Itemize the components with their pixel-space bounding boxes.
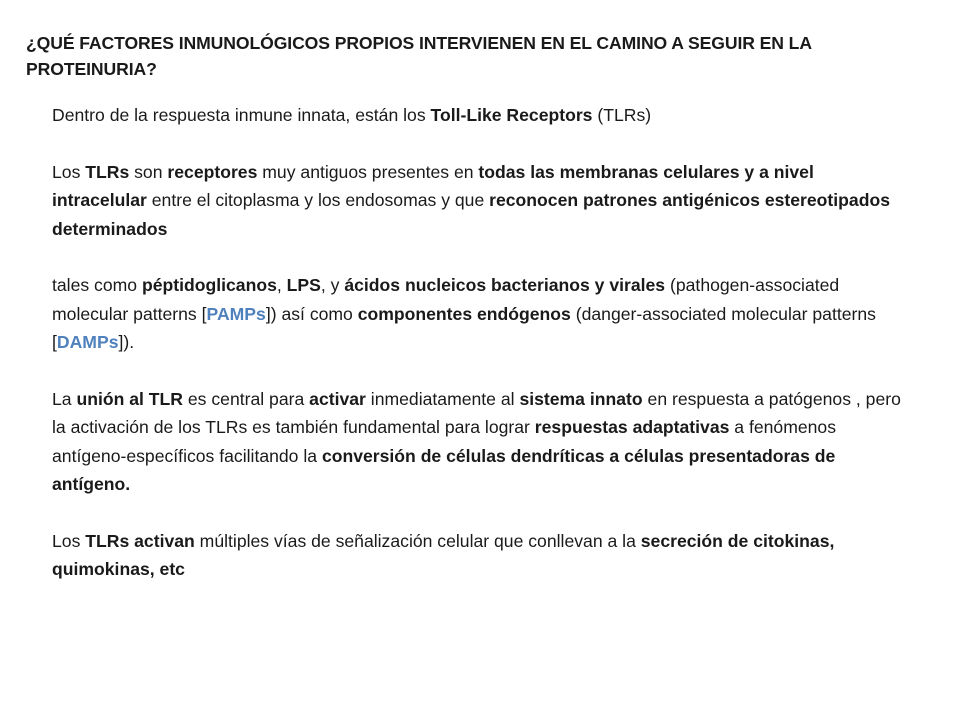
text-run: múltiples vías de señalización celular que conllevan a la	[194, 530, 641, 551]
text-run: ]) así como	[265, 303, 358, 324]
paragraph-tlr-binding	[52, 385, 902, 499]
paragraph-patterns	[52, 271, 902, 357]
pamps-term: PAMPs	[206, 303, 266, 324]
bold-term: conversión de células dendríticas a células presentadoras de antígeno.	[52, 445, 836, 494]
bold-term: ácidos nucleicos bacterianos y virales	[344, 275, 666, 295]
bold-term: respuestas adaptativas	[534, 417, 730, 437]
paragraph-signaling	[52, 527, 902, 584]
text-run: entre el citoplasma y los endosomas y que	[146, 190, 490, 210]
text-run: muy antiguos presentes en	[257, 161, 479, 182]
paragraph-tlr-description	[52, 158, 902, 244]
paragraph-text	[52, 158, 902, 244]
text-run: Los	[52, 530, 86, 551]
paragraph-text	[52, 385, 902, 499]
paragraph-text	[52, 101, 902, 130]
slide-body	[52, 101, 902, 612]
bold-term: TLRs	[85, 161, 130, 182]
text-run: Los	[52, 161, 86, 182]
text-run: ,	[276, 275, 287, 295]
paragraph-text	[52, 527, 902, 584]
bold-term: todas las membranas celulares y a nivel intracelular	[52, 161, 814, 210]
text-run: ]).	[118, 332, 135, 352]
bold-term: péptidoglicanos	[141, 275, 277, 295]
text-run: (danger-associated molecular patterns [	[52, 303, 876, 352]
bold-term: sistema innato	[519, 388, 643, 409]
text-run: Dentro de la respuesta inmune innata, están los	[52, 105, 431, 125]
bold-term: TLRs activan	[85, 530, 195, 551]
paragraph-text	[52, 271, 902, 357]
text-run: La	[52, 388, 77, 409]
bold-term: LPS	[286, 275, 321, 295]
text-run: son	[129, 161, 168, 182]
bold-term: secreción de citokinas, quimokinas, etc	[52, 530, 835, 579]
bold-term: receptores	[167, 161, 258, 182]
text-run: en respuesta a patógenos , pero la activación de los TLRs es también fundamental para lograr	[52, 388, 901, 437]
damps-term: DAMPs	[56, 332, 119, 352]
text-run: inmediatamente al	[365, 388, 520, 409]
text-run: tales como	[52, 275, 142, 295]
bold-term: unión al TLR	[76, 388, 183, 409]
text-run: (TLRs)	[592, 105, 652, 125]
text-run: , y	[320, 275, 345, 295]
bold-term: Toll-Like Receptors	[430, 105, 593, 125]
slide-title: ¿QUÉ FACTORES INMUNOLÓGICOS PROPIOS INTERVIENEN EN EL CAMINO A SEGUIR EN LA PROTEINURIA?	[26, 33, 812, 79]
text-run: (pathogen-associated molecular patterns [	[52, 275, 840, 324]
text-run: es central para	[183, 388, 310, 409]
text-run: a fenómenos antígeno-específicos facilitando la	[52, 417, 837, 466]
bold-term: activar	[309, 388, 366, 409]
paragraph-tlr-intro	[52, 101, 902, 130]
bold-term: componentes endógenos	[357, 303, 571, 324]
bold-term: reconocen patrones antigénicos estereotipados determinados	[52, 190, 890, 239]
